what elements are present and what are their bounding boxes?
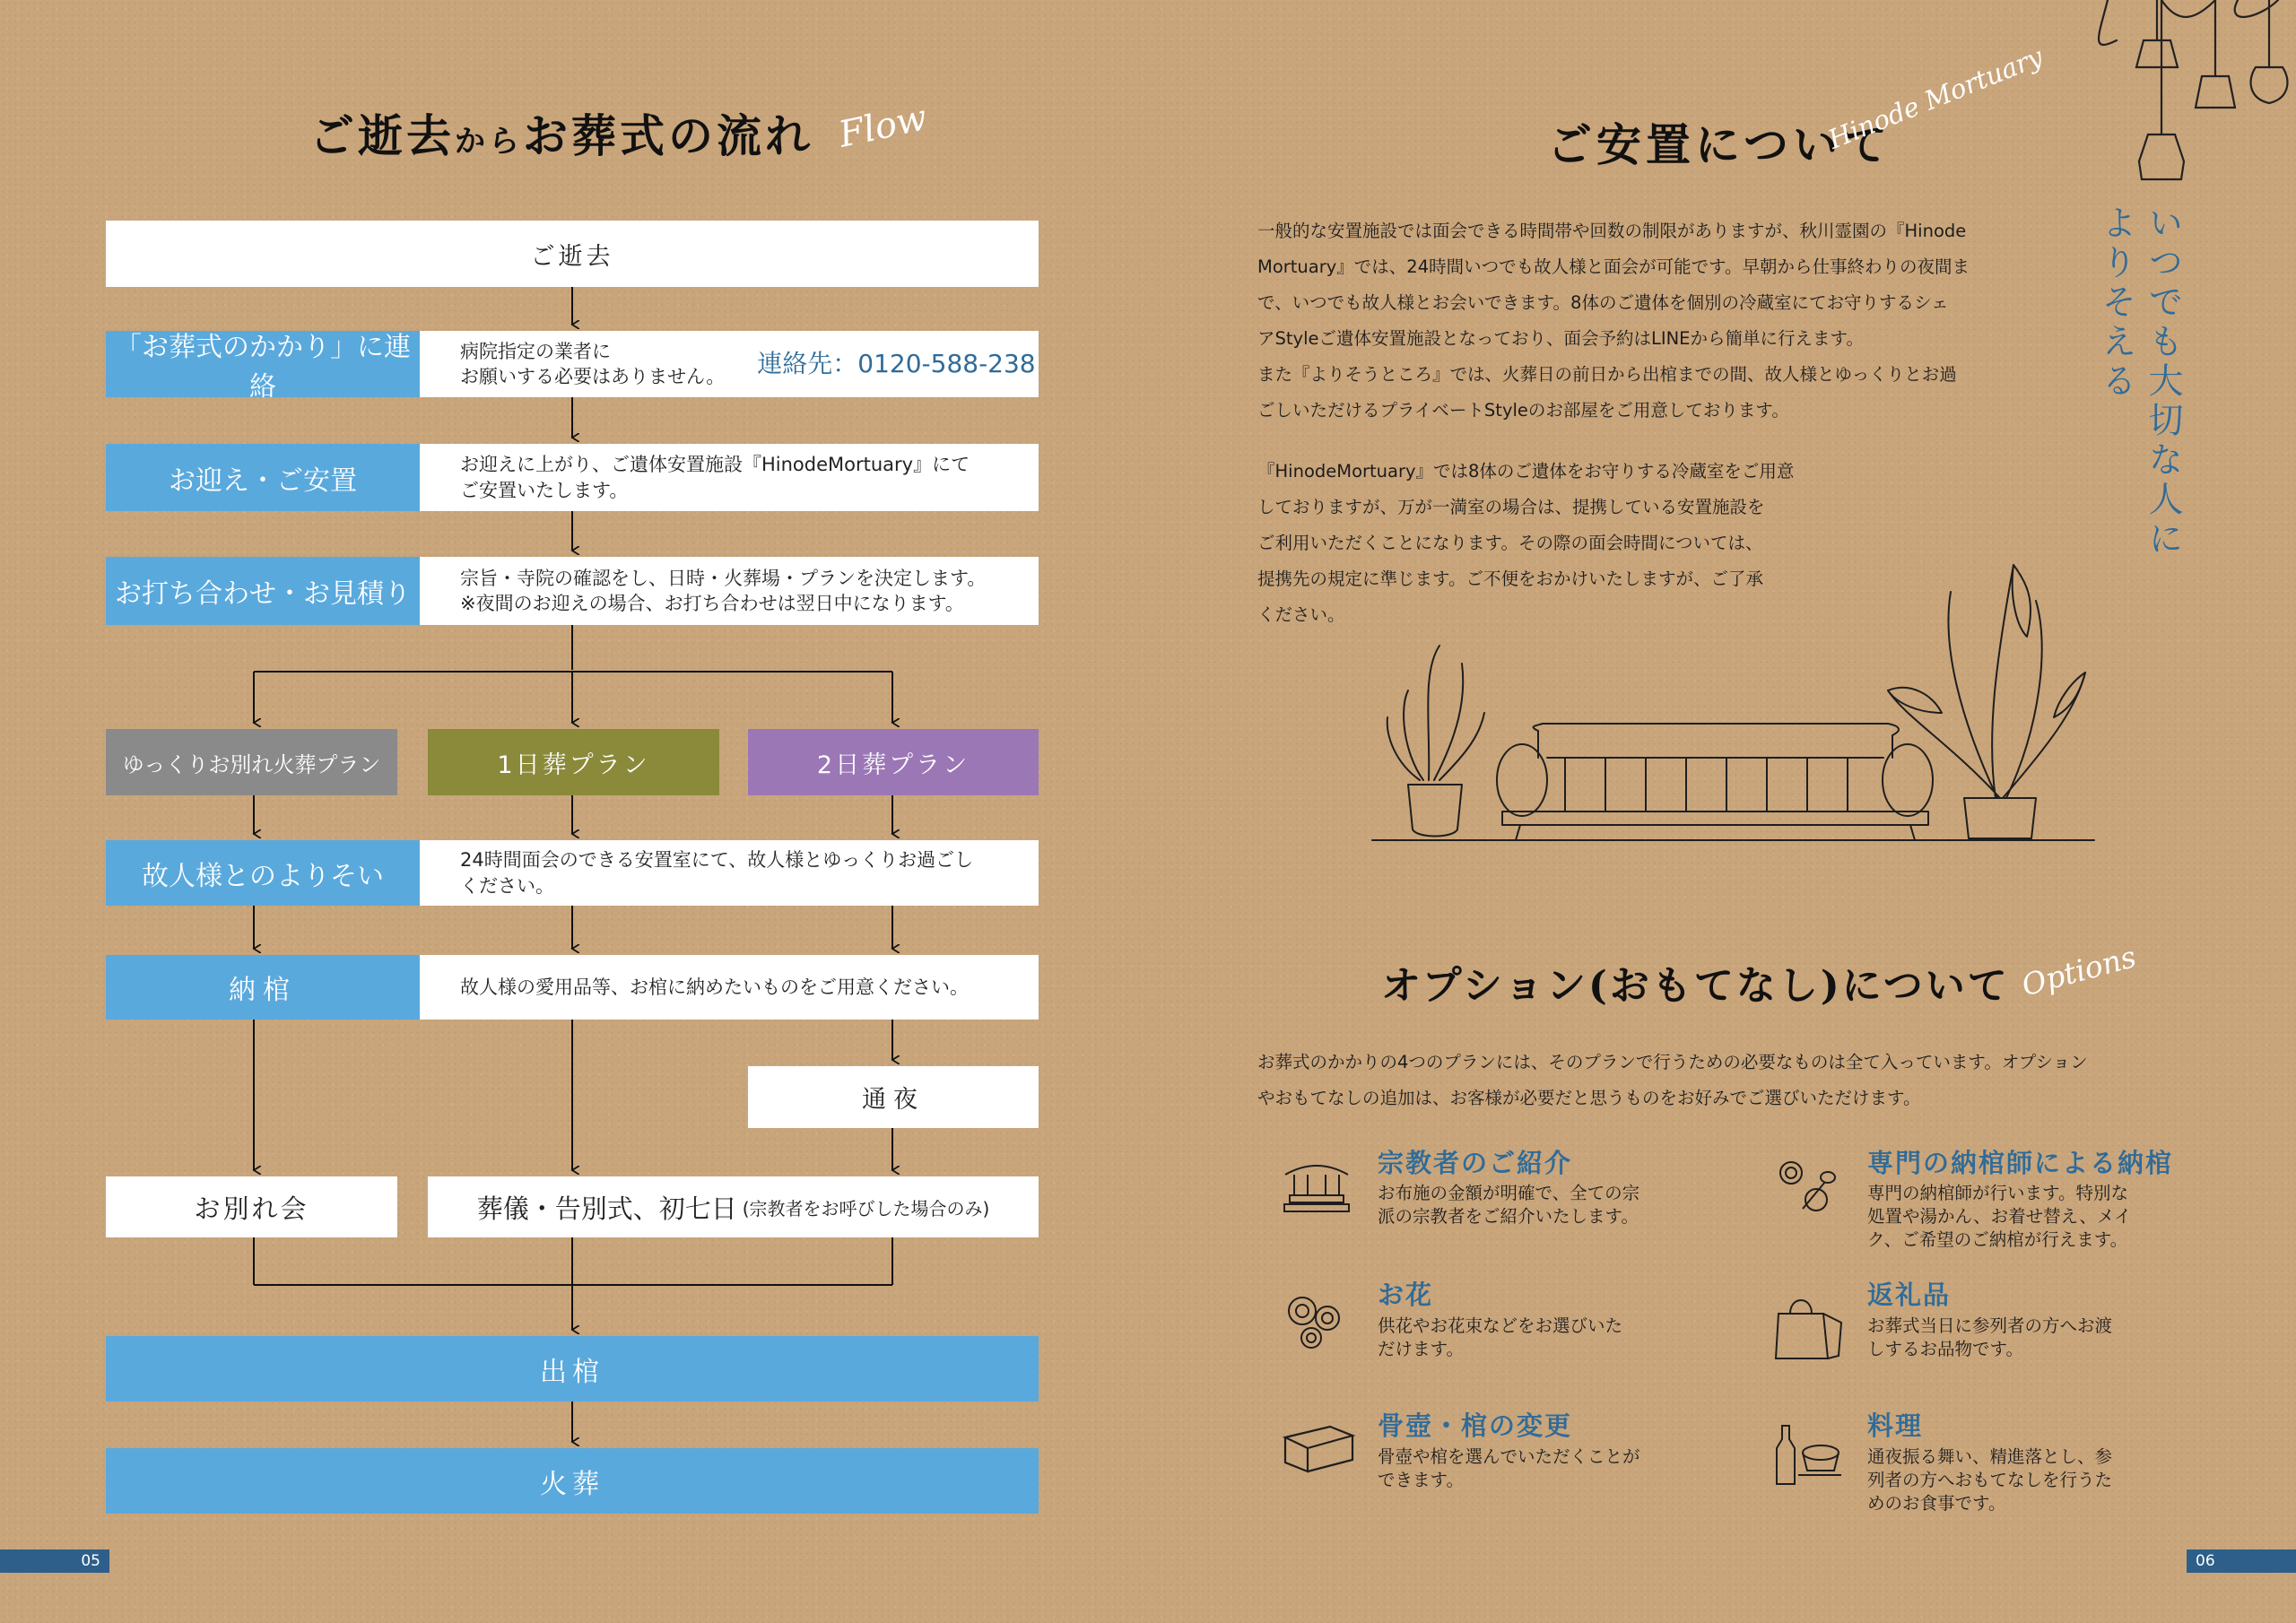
step-yorisoi: 故人様とのよりそい xyxy=(106,840,420,906)
plan-cremation: ゆっくりお別れ火葬プラン xyxy=(106,729,397,795)
option-intro: お葬式のかかりの4つのプランには、そのプランで行うための必要なものは全て入っています。オプション やおもてなしの追加は、お客様が必要だと思うものをお好みでご選びいただけます。 xyxy=(1257,1052,2088,1108)
option-4-desc: お葬式当日に参列者の方へお渡 しするお品物です。 xyxy=(1867,1315,2113,1359)
option-3-desc: 供花やお花束などをお選びいた だけます。 xyxy=(1378,1315,1623,1359)
step-shukkan: 出棺 xyxy=(106,1336,1039,1402)
funeral-label: 葬儀・告別式、初七日 xyxy=(476,1193,737,1224)
meeting-description: 宗旨・寺院の確認をし、日時・火葬場・プランを決定します。 ※夜間のお迎えの場合、お打ち合わせは翌日中になります。 xyxy=(420,557,1039,625)
makeup-icon xyxy=(1771,1155,1843,1218)
plan-1day: 1日葬プラン xyxy=(428,729,719,795)
yorisoi-description: 24時間面会のできる安置室にて、故人様とゆっくりお過ごし ください。 xyxy=(420,840,1039,906)
pickup-description: お迎えに上がり、ご遺体安置施設『HinodeMortuary』にて ご安置いたします。 xyxy=(420,444,1039,511)
page-number-right: 06 xyxy=(2187,1549,2296,1573)
option-4-title: 返礼品 xyxy=(1867,1280,1952,1310)
anchi-paragraph-1: 一般的な安置施設では面会できる時間帯や回数の制限がありますが、秋川霊園の『Hinode Mortuary』では、24時間いつでも故人様と面会が可能です。早朝から仕事終わりの夜間ま で、いつでも故人様とお会いできます。8体のご遺体を個別の冷蔵室にてお守りするシェ アStyleご遺体安置施設となっており、面会予約はLINEから簡単に行えます。 また『よりそうところ』では、火葬日の前日から出棺までの間、故人様とゆっくりとお過 ごしいただけるプライベートStyleのお部屋をご用意しております。 xyxy=(1257,221,1970,421)
step-tsuya: 通夜 xyxy=(748,1066,1039,1128)
option-2-title: 専門の納棺師による納棺 xyxy=(1867,1148,2174,1178)
option-1-title: 宗教者のご紹介 xyxy=(1378,1148,1573,1178)
vertical-catchphrase-1: いつでも大切な人に xyxy=(2143,204,2183,560)
option-5-desc: 骨壺や棺を選んでいただくことが できます。 xyxy=(1378,1446,1640,1490)
step-death: ご逝去 xyxy=(106,221,1039,287)
anchi-title: ご安置について xyxy=(1547,118,1892,171)
nokan-description: 故人様の愛用品等、お棺に納めたいものをご用意ください。 xyxy=(420,955,1039,1020)
flower-icon xyxy=(1283,1291,1354,1358)
coffin-icon xyxy=(1281,1419,1357,1473)
flow-script-label: Flow xyxy=(835,97,931,156)
step-kaso: 火葬 xyxy=(106,1448,1039,1514)
option-2-desc: 専門の納棺師が行います。特別な 処置や湯かん、お着せ替え、メイ ク、ご希望のご納棺が行えます。 xyxy=(1867,1183,2132,1250)
step-meeting: お打ち合わせ・お見積り xyxy=(106,557,420,625)
option-6-desc: 通夜振る舞い、精進落とし、参 列者の方へおもてなしを行うた めのお食事です。 xyxy=(1867,1446,2113,1514)
gift-bag-icon xyxy=(1774,1291,1846,1363)
anchi-script-label: Hinode Mortuary xyxy=(1823,40,2048,155)
temple-icon xyxy=(1281,1155,1352,1218)
flow-title-rest: お葬式の流れ xyxy=(523,109,813,162)
option-script-label: Options xyxy=(2017,939,2140,1003)
step-nokan: 納棺 xyxy=(106,955,420,1020)
option-title: オプション(おもてなし)について xyxy=(1381,963,2010,1009)
pendant-lamps-illustration xyxy=(2081,0,2296,197)
option-5-title: 骨壺・棺の変更 xyxy=(1378,1410,1573,1441)
step-contact-panel xyxy=(420,331,1039,397)
step-funeral xyxy=(428,1176,1039,1237)
step-contact: 「お葬式のかかり」に連絡 xyxy=(106,331,420,397)
contact-description: 病院指定の業者に お願いする必要はありません。 xyxy=(460,340,726,387)
option-1-desc: お布施の金額が明確で、全ての宗 派の宗教者をご紹介いたします。 xyxy=(1378,1183,1640,1227)
funeral-note: (宗教者をお呼びした場合のみ) xyxy=(742,1197,990,1219)
vertical-catchphrase-2: よりそえる xyxy=(2096,204,2136,402)
page-number-left: 05 xyxy=(0,1549,109,1573)
flow-title-main: ご逝去 xyxy=(309,109,455,162)
food-icon xyxy=(1771,1421,1843,1493)
step-farewell: お別れ会 xyxy=(106,1176,397,1237)
plan-2day: 2日葬プラン xyxy=(748,729,1039,795)
flow-title xyxy=(309,100,813,165)
anchi-paragraph-2: 『HinodeMortuary』では8体のご遺体をお守りする冷蔵室をご用意 しておりますが、万が一満室の場合は、提携している安置施設を ご利用いただくことになります。その際の面会時間については、 提携先の規定に準じます。ご不便をおかけいたしますが、ご了承 ください。 xyxy=(1257,461,1795,625)
option-6-title: 料理 xyxy=(1867,1410,1924,1441)
option-3-title: お花 xyxy=(1378,1280,1434,1310)
contact-phone[interactable]: 連絡先：0120-588-238 xyxy=(757,349,1036,379)
sofa-plants-illustration xyxy=(1368,511,2103,870)
flow-title-small: から xyxy=(455,124,523,160)
step-pickup: お迎え・ご安置 xyxy=(106,444,420,511)
